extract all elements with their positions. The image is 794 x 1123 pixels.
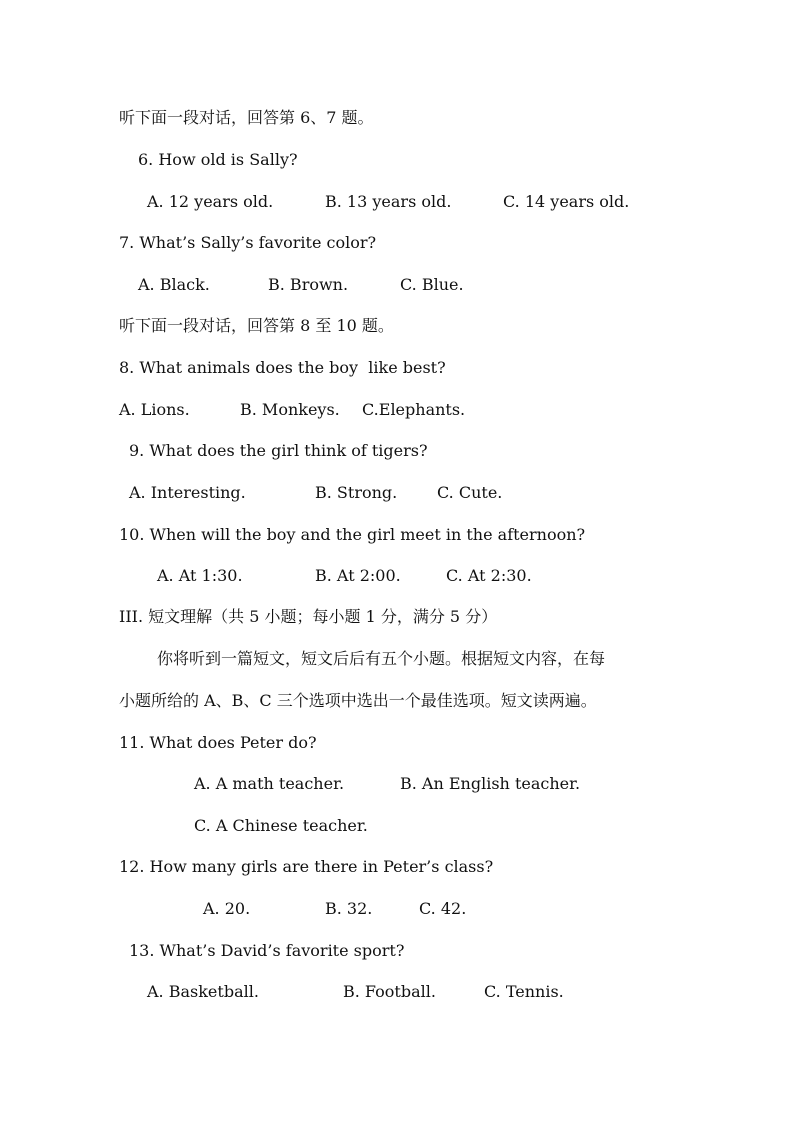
q7-option-a: A. Black. <box>138 275 210 294</box>
section1-intro: 听下面一段对话，回答第 6、7 题。 <box>119 108 374 127</box>
question-12: 12. How many girls are there in Peter’s class? <box>119 857 494 876</box>
q7-option-c: C. Blue. <box>400 275 464 294</box>
q13-option-c: C. Tennis. <box>484 982 564 1001</box>
q7-option-b: B. Brown. <box>268 275 349 294</box>
q10-option-a: A. At 1:30. <box>157 566 243 585</box>
question-7: 7. What’s Sally’s favorite color? <box>119 233 377 252</box>
q6-option-c: C. 14 years old. <box>503 192 630 211</box>
question-13: 13. What’s David’s favorite sport? <box>129 941 405 960</box>
question-9: 9. What does the girl think of tigers? <box>129 441 428 460</box>
q11-option-b: B. An English teacher. <box>400 774 581 793</box>
q9-option-b: B. Strong. <box>315 483 398 502</box>
question-10: 10. When will the boy and the girl meet in the afternoon? <box>119 525 586 544</box>
q13-option-a: A. Basketball. <box>147 982 259 1001</box>
q11-option-c: C. A Chinese teacher. <box>194 816 368 835</box>
q9-option-a: A. Interesting. <box>129 483 246 502</box>
question-6: 6. How old is Sally? <box>138 150 298 169</box>
q12-option-b: B. 32. <box>325 899 373 918</box>
question-8: 8. What animals does the boy like best? <box>119 358 446 377</box>
q9-option-c: C. Cute. <box>437 483 503 502</box>
q11-option-a: A. A math teacher. <box>194 774 345 793</box>
q8-option-c: C.Elephants. <box>362 400 466 419</box>
q10-option-c: C. At 2:30. <box>446 566 532 585</box>
q6-option-b: B. 13 years old. <box>325 192 452 211</box>
q13-option-b: B. Football. <box>343 982 436 1001</box>
q6-option-a: A. 12 years old. <box>147 192 274 211</box>
section2-intro: 听下面一段对话，回答第 8 至 10 题。 <box>119 316 394 335</box>
q12-option-c: C. 42. <box>419 899 467 918</box>
q8-option-a: A. Lions. <box>119 400 190 419</box>
part3-instructions-line2: 小题所给的 A、B、C 三个选项中选出一个最佳选项。短文读两遍。 <box>119 691 597 710</box>
q8-option-b: B. Monkeys. <box>240 400 340 419</box>
q10-option-b: B. At 2:00. <box>315 566 401 585</box>
part3-heading: III. 短文理解（共 5 小题；每小题 1 分，满分 5 分） <box>119 607 498 626</box>
part3-instructions-line1: 你将听到一篇短文，短文后后有五个小题。根据短文内容，在每 <box>157 649 606 668</box>
question-11: 11. What does Peter do? <box>119 733 317 752</box>
q12-option-a: A. 20. <box>203 899 251 918</box>
